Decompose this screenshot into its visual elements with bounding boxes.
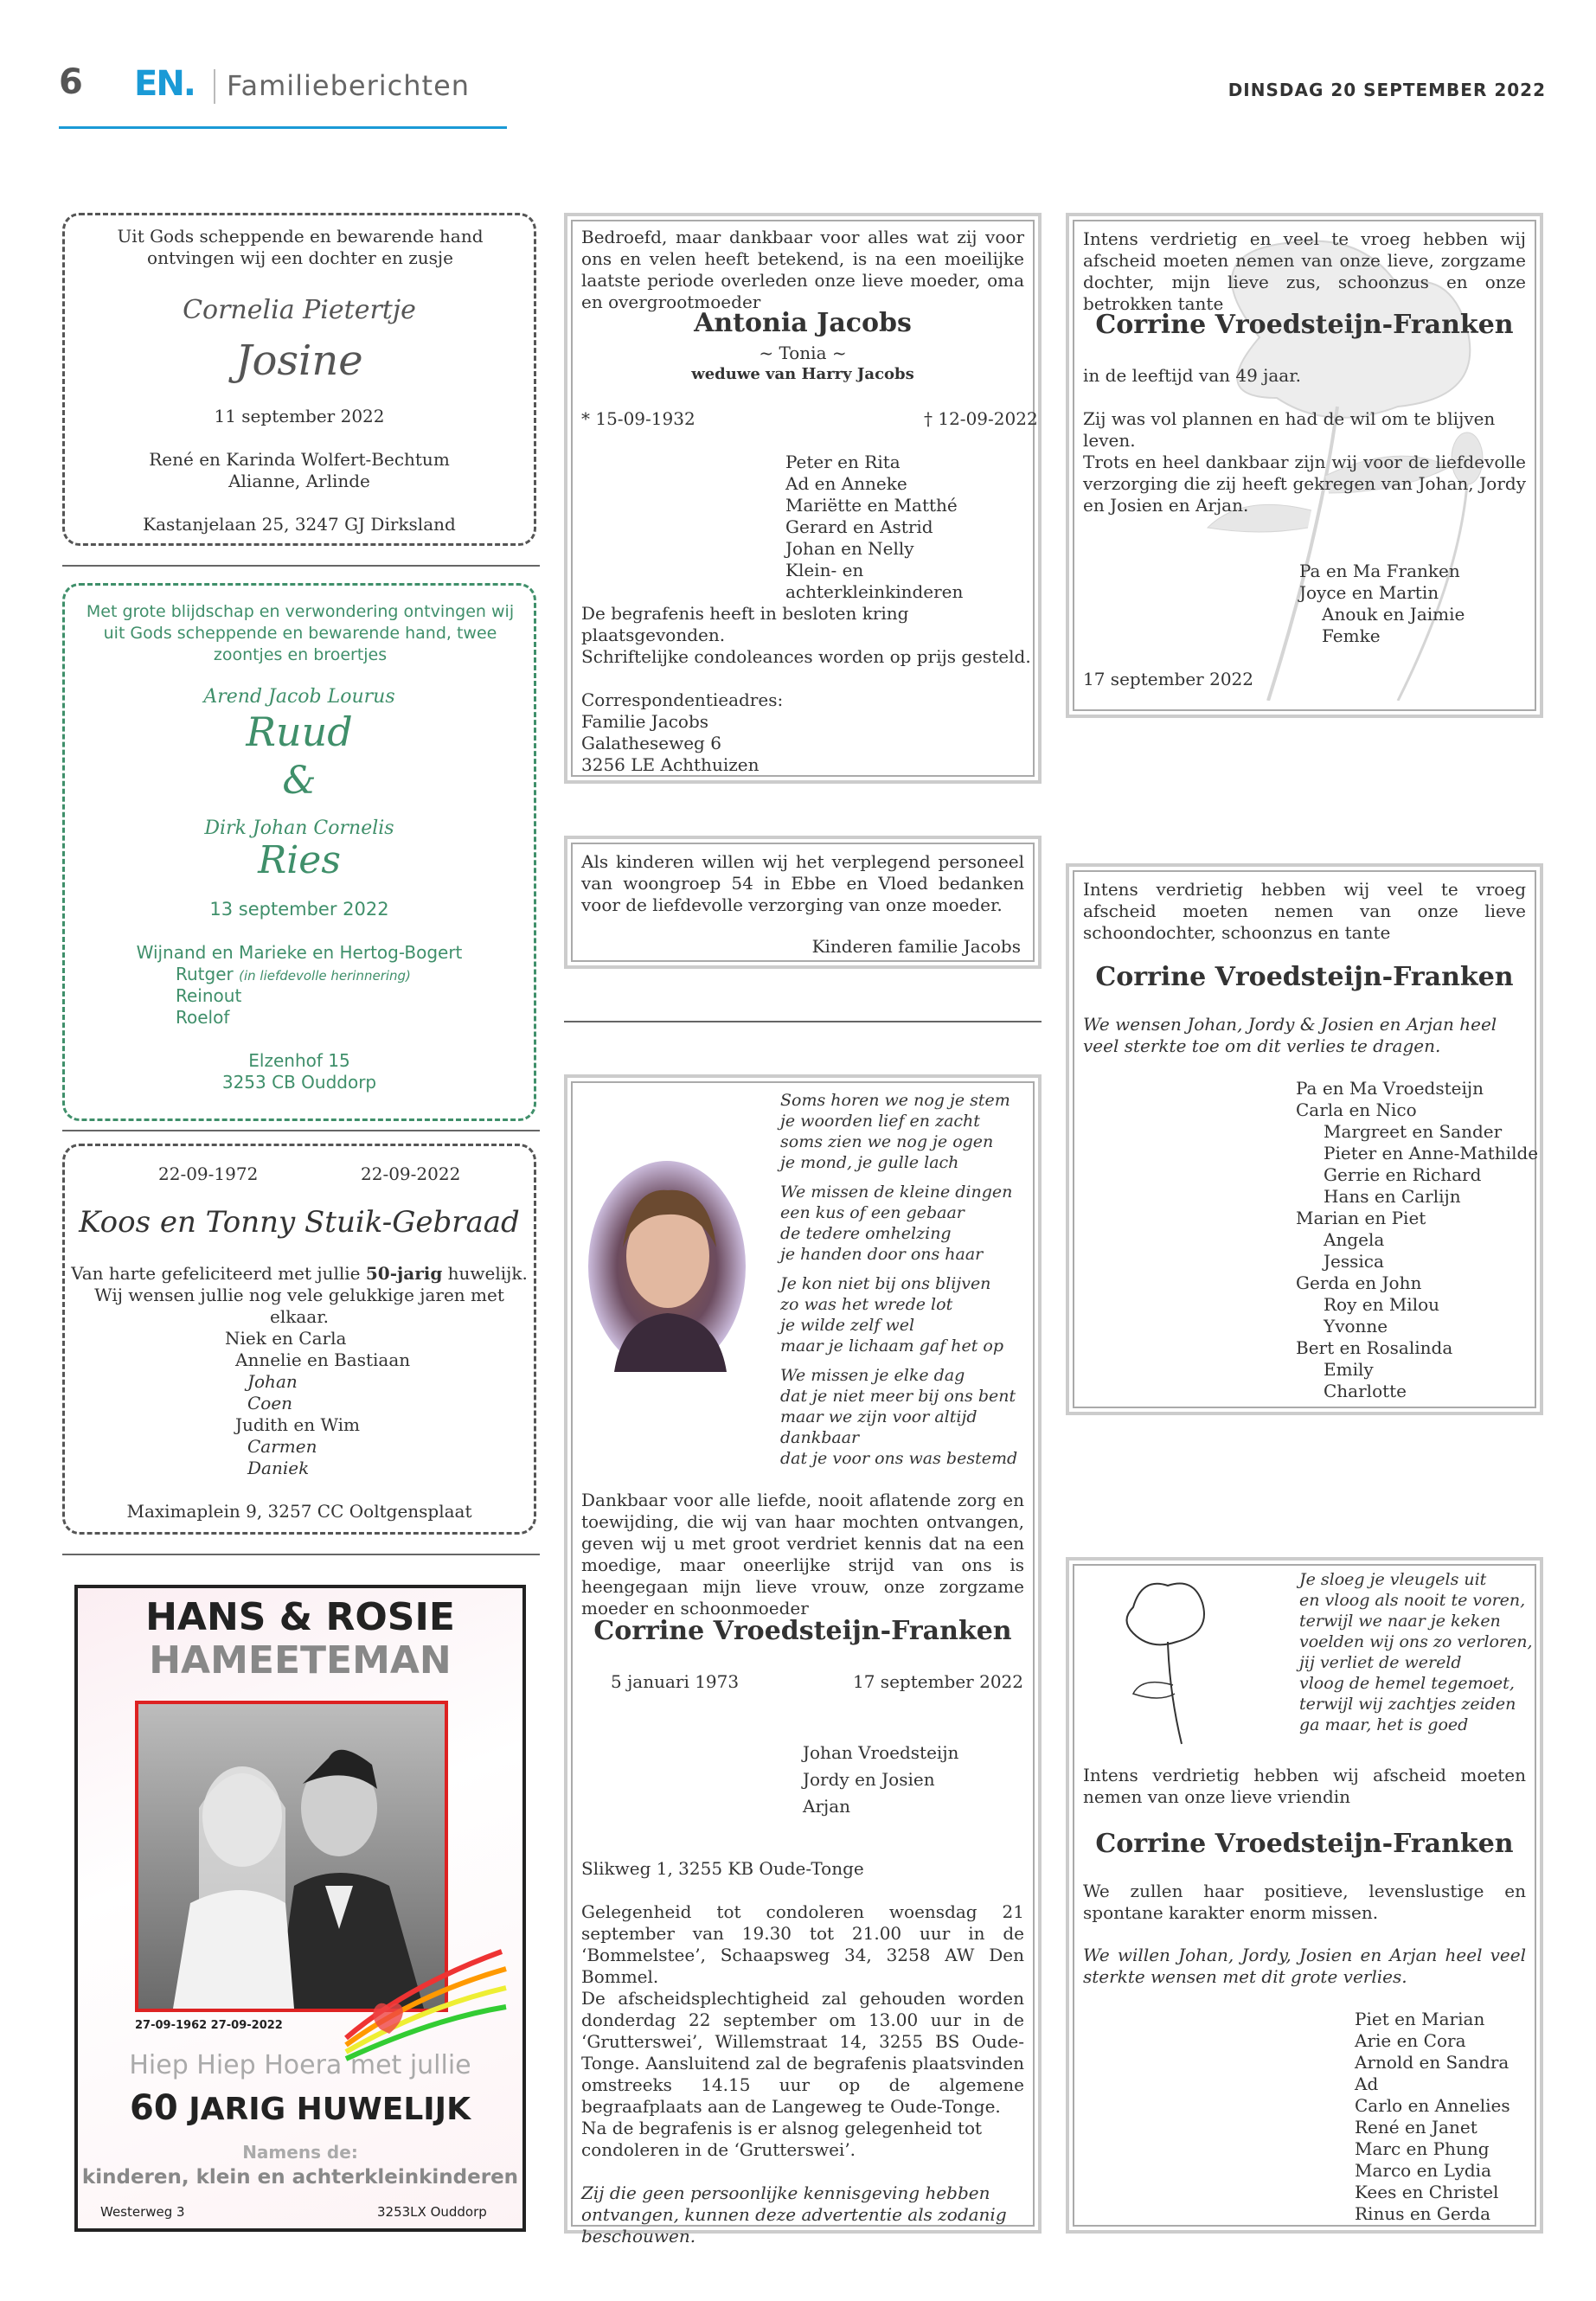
family-member: Charlotte: [1324, 1381, 1407, 1401]
condolences-note: Schriftelijke condoleances worden op prijs gesteld.: [581, 646, 1031, 667]
family-member: Roy en Milou: [1324, 1294, 1440, 1315]
parents: René en Karinda Wolfert-Bechtum: [149, 449, 450, 470]
deceased-nickname: ~ Tonia ~: [759, 343, 847, 363]
obituary-antonia-jacobs: [564, 213, 1042, 784]
family-list: [1355, 2009, 1510, 2225]
condolence-info: Gelegenheid tot condoleren woensdag 21 september van 19.30 tot 21.00 uur in de ‘Bommelstee’, Schaapsweg 34, 3258 AW Den Bommel.: [581, 1901, 1024, 1987]
family-member: Johan Vroedsteijn: [803, 1742, 959, 1763]
birth-announcement-josine: [62, 213, 536, 546]
issue-date: DINSDAG 20 SEPTEMBER 2022: [1227, 80, 1546, 100]
death-date: 17 september 2022: [853, 1671, 1024, 1692]
wishes-line: Wij wensen jullie nog vele gelukkige jaren met elkaar.: [94, 1285, 504, 1327]
couple-names: Koos en Tonny Stuik-Gebraad: [79, 1205, 520, 1240]
ampersand: &: [282, 759, 317, 803]
age-line: in de leeftijd van 49 jaar.: [1083, 365, 1301, 386]
obituary-intro: Intens verdrietig en veel te vroeg hebben wij afscheid moeten nemen van onze lieve, zorgzame dochter, mijn lieve zus, schoonzus en onze betrokken tante: [1083, 228, 1526, 314]
family-member: Jordy en Josien: [803, 1769, 935, 1790]
ad-street: Westerweg 3: [100, 2204, 185, 2220]
family-member: Marc en Phung: [1355, 2138, 1490, 2159]
family-member: Anouk en Jaimie: [1322, 604, 1465, 625]
child1-name: Ruud: [246, 708, 353, 755]
anniversary-photo-ad: [74, 1585, 526, 2232]
family-member: Annelie en Bastiaan: [235, 1349, 411, 1370]
family-member: Klein- en achterkleinkinderen: [785, 560, 964, 602]
ad-surname: HAMEETEMAN: [149, 1638, 452, 1682]
birth-date: 13 september 2022: [209, 899, 389, 920]
friend-tribute: We zullen haar positieve, levenslustige en spontane karakter enorm missen.: [1083, 1881, 1526, 1923]
child-given-names: Cornelia Pietertje: [183, 295, 416, 325]
correspondence-line: 3256 LE Achthuizen: [581, 754, 760, 775]
family-member: Ad en Anneke: [785, 473, 907, 494]
obituary-corrine-main: [564, 1074, 1042, 2247]
header-divider: [214, 69, 215, 104]
divider: [62, 1130, 540, 1131]
family-member: Arjan: [803, 1796, 851, 1817]
wedding-date: 22-09-1972: [158, 1163, 259, 1184]
family-member: Rinus en Gerda: [1355, 2203, 1491, 2224]
address: Maximaplein 9, 3257 CC Ooltgensplaat: [126, 1501, 472, 1522]
family-member: Mariëtte en Matthé: [785, 495, 958, 516]
address-street: Elzenhof 15: [248, 1050, 350, 1071]
date: 17 september 2022: [1083, 669, 1254, 689]
family-member: Carlo en Annelies: [1355, 2095, 1510, 2116]
obituary-intro: Intens verdrietig hebben wij veel te vroeg afscheid moeten nemen van onze lieve schoondochter, schoonzus en tante: [1083, 879, 1526, 943]
family-member: Marco en Lydia: [1355, 2160, 1491, 2181]
portrait-icon: [588, 1161, 746, 1372]
family-member: Niek en Carla: [225, 1328, 347, 1349]
deceased-name: Corrine Vroedsteijn-Franken: [1095, 962, 1514, 992]
family-member: Carla en Nico: [1296, 1099, 1417, 1120]
sibling-rutger: Rutger (in liefdevolle herinnering): [176, 964, 411, 984]
family-member: Joyce en Martin: [1299, 582, 1439, 603]
ad-from: kinderen, klein en achterkleinkinderen: [81, 2166, 519, 2189]
family-member: Ad: [1355, 2073, 1379, 2094]
birth-intro: Uit Gods scheppende en bewarende hand ontvingen wij een dochter en zusje: [117, 226, 484, 268]
divider: [62, 565, 540, 567]
correspondence-line: Galatheseweg 6: [581, 733, 721, 753]
family-member: Peter en Rita: [785, 452, 901, 472]
family-list: [1296, 1078, 1538, 1402]
birth-date: * 15-09-1932: [581, 408, 695, 429]
address: Kastanjelaan 25, 3247 GJ Dirksland: [143, 514, 456, 535]
ad-from-label: Namens de:: [242, 2142, 358, 2163]
obituary-intro: Intens verdrietig hebben wij afscheid moeten nemen van onze lieve vriendin: [1083, 1765, 1526, 1807]
page-number: 6: [59, 62, 83, 102]
address: Slikweg 1, 3255 KB Oude-Tonge: [581, 1858, 864, 1879]
child-name: Josine: [235, 336, 363, 385]
deceased-name: Corrine Vroedsteijn-Franken: [593, 1616, 1012, 1646]
family-member: Gerrie en Richard: [1324, 1164, 1482, 1185]
congrats-line: Van harte gefeliciteerd met jullie 50-jarig huwelijk.: [71, 1263, 528, 1284]
family-member: Yvonne: [1324, 1316, 1388, 1336]
correspondence-line: Familie Jacobs: [581, 711, 709, 732]
family-member: Bert en Rosalinda: [1296, 1337, 1453, 1358]
birth-date: 11 september 2022: [214, 406, 385, 426]
ad-title: HANS & ROSIE: [145, 1595, 455, 1639]
gratitude-text: Trots en heel dankbaar zijn wij voor de liefdevolle verzorging die zij heeft gekregen van Johan, Jordy en Josien en Arjan.: [1083, 452, 1526, 516]
deceased-name: Corrine Vroedsteijn-Franken: [1095, 310, 1514, 340]
ceremony-info: De afscheidsplechtigheid zal gehouden worden donderdag 22 september om 13.00 uur in de ‘Grutterswei’, Willemstraat 14, 3255 BS Oude-Tonge. Aansluitend zal de begrafenis plaatsvinden omstreeks 14.15 uur op de algemene begraafplaats aan de Langeweg te Oude-Tonge.: [581, 1988, 1024, 2117]
family-member: Arnold en Sandra: [1355, 2052, 1509, 2073]
family-member: Pieter en Anne-Mathilde: [1324, 1143, 1539, 1163]
newspaper-logo: EN.: [134, 64, 195, 104]
sibling-reinout: Reinout: [176, 985, 242, 1006]
birth-date: 5 januari 1973: [611, 1671, 740, 1692]
family-member: Daniek: [247, 1458, 310, 1478]
section-title: Familieberichten: [227, 69, 471, 102]
family-member: Gerard en Astrid: [785, 516, 933, 537]
ad-dates: 27-09-1962 27-09-2022: [135, 2019, 283, 2032]
siblings: Alianne, Arlinde: [228, 471, 370, 491]
family-member: Coen: [247, 1393, 293, 1413]
anniversary-date: 22-09-2022: [361, 1163, 461, 1184]
family-member: Marian en Piet: [1296, 1208, 1426, 1228]
ad-cheer: Hiep Hiep Hoera met jullie: [129, 2050, 471, 2080]
family-member: Emily: [1324, 1359, 1374, 1380]
family-member: Angela: [1324, 1229, 1385, 1250]
deceased-name: Antonia Jacobs: [694, 308, 912, 338]
family-member: René en Janet: [1355, 2117, 1477, 2138]
family-member: Gerda en John: [1296, 1272, 1422, 1293]
rainbow-heart-icon: [337, 1934, 510, 2064]
thank-you-notice: [564, 836, 1042, 969]
birth-intro: Met grote blijdschap en verwondering ontvingen wij uit Gods scheppende en bewarende hand, twee zoontjes en broertjes: [86, 602, 515, 664]
child1-given-names: Arend Jacob Lourus: [203, 686, 395, 708]
family-member: Carmen: [247, 1436, 317, 1457]
correspondence-label: Correspondentieadres:: [581, 689, 784, 710]
child2-name: Ries: [258, 838, 341, 882]
thank-you-text: Als kinderen willen wij het verplegend personeel van woongroep 54 in Ebbe en Vloed bedanken voor de liefdevolle verzorging van onze moeder.: [581, 851, 1024, 915]
obituary-intro: Dankbaar voor alle liefde, nooit aflatende zorg en toewijding, die wij van haar mochten ontvangen, geven wij u met groot verdriet kennis dat na een moedige, maar oneerlijke strijd van ons is heengegaan mijn lieve vrouw, onze zorgzame moeder en schoonmoeder: [581, 1490, 1024, 1618]
life-line: Zij was vol plannen en had de wil om te blijven leven.: [1083, 408, 1496, 451]
portrait-photo: [588, 1161, 746, 1372]
birth-announcement-twins: [62, 583, 536, 1121]
post-funeral-info: Na de begrafenis is er alsnog gelegenheid tot condoleren in de ‘Grutterswei’.: [581, 2118, 983, 2160]
family-member: Margreet en Sander: [1324, 1121, 1503, 1142]
family-member: Hans en Carlijn: [1324, 1186, 1461, 1207]
address-postal: 3253 CB Ouddorp: [221, 1072, 377, 1093]
family-member: Judith en Wim: [235, 1414, 361, 1435]
funeral-note: De begrafenis heeft in besloten kring plaatsgevonden.: [581, 603, 909, 645]
deceased-spouse: weduwe van Harry Jacobs: [691, 365, 914, 383]
obituary-corrine-friends: [1066, 1557, 1543, 2234]
death-date: † 12-09-2022: [924, 408, 1038, 429]
obituary-intro: Bedroefd, maar dankbaar voor alles wat zij voor ons en velen heeft betekend, is na een moeilijke laatste periode overleden onze lieve moeder, oma en overgrootmoeder: [581, 227, 1024, 312]
parents: Wijnand en Marieke en Hertog-Bogert: [136, 942, 463, 963]
sibling-roelof: Roelof: [176, 1007, 230, 1028]
memorial-poem: Je sloeg je vleugels uit en vloog als nooit te voren, terwijl we naar je keken voelden wij ons zo verloren, jij verliet de wereld vloog de hemel tegemoet, terwijl wij zachtjes zeiden ga maar, het is goed: [1299, 1570, 1533, 1734]
sympathy-wish: We willen Johan, Jordy, Josien en Arjan heel veel sterkte wensen met dit grote verlies.: [1083, 1945, 1526, 1987]
child2-given-names: Dirk Johan Cornelis: [204, 817, 394, 839]
anniversary-announcement: [62, 1144, 536, 1535]
obituary-corrine-inlaws: [1066, 863, 1543, 1415]
family-member: Femke: [1322, 625, 1381, 646]
ad-anniversary: 60 JARIG HUWELIJK: [130, 2088, 471, 2128]
divider: [62, 1554, 540, 1555]
notice-disclaimer: Zij die geen persoonlijke kennisgeving hebben ontvangen, kunnen deze advertentie als zodanig beschouwen.: [581, 2182, 1007, 2247]
deceased-name: Corrine Vroedsteijn-Franken: [1095, 1829, 1514, 1859]
family-member: Johan en Nelly: [785, 538, 914, 559]
family-member: Johan: [247, 1371, 298, 1392]
family-member: Jessica: [1324, 1251, 1384, 1272]
memorial-poem: Soms horen we nog je stem je woorden lief en zacht soms zien we nog je ogen je mond, je gulle lach We missen de kleine dingen een kus of een gebaar de tedere omhelzing je handen door ons haar Je kon niet bij ons blijven zo was het wrede lot je wilde zelf wel maar je lichaam gaf het op We missen je elke dag dat je niet meer bij ons bent maar we zijn voor altijd dankbaar dat je voor ons was bestemd: [780, 1091, 1018, 1468]
family-member: Pa en Ma Vroedsteijn: [1296, 1078, 1484, 1099]
family-member: Pa en Ma Franken: [1299, 561, 1460, 581]
family-member: Arie en Cora: [1355, 2030, 1466, 2051]
family-member: Piet en Marian: [1355, 2009, 1485, 2029]
family-member: Kees en Christel: [1355, 2182, 1499, 2202]
header-underline: [59, 126, 507, 129]
divider: [564, 1021, 1042, 1022]
ad-postal: 3253LX Ouddorp: [377, 2204, 487, 2220]
sympathy-wish: We wensen Johan, Jordy & Josien en Arjan heel veel sterkte toe om dit verlies te dragen.: [1083, 1014, 1497, 1056]
obituary-corrine-parents: [1066, 213, 1543, 718]
flower-line-drawing-icon: [1107, 1573, 1220, 1746]
thank-you-signature: Kinderen familie Jacobs: [811, 936, 1021, 957]
